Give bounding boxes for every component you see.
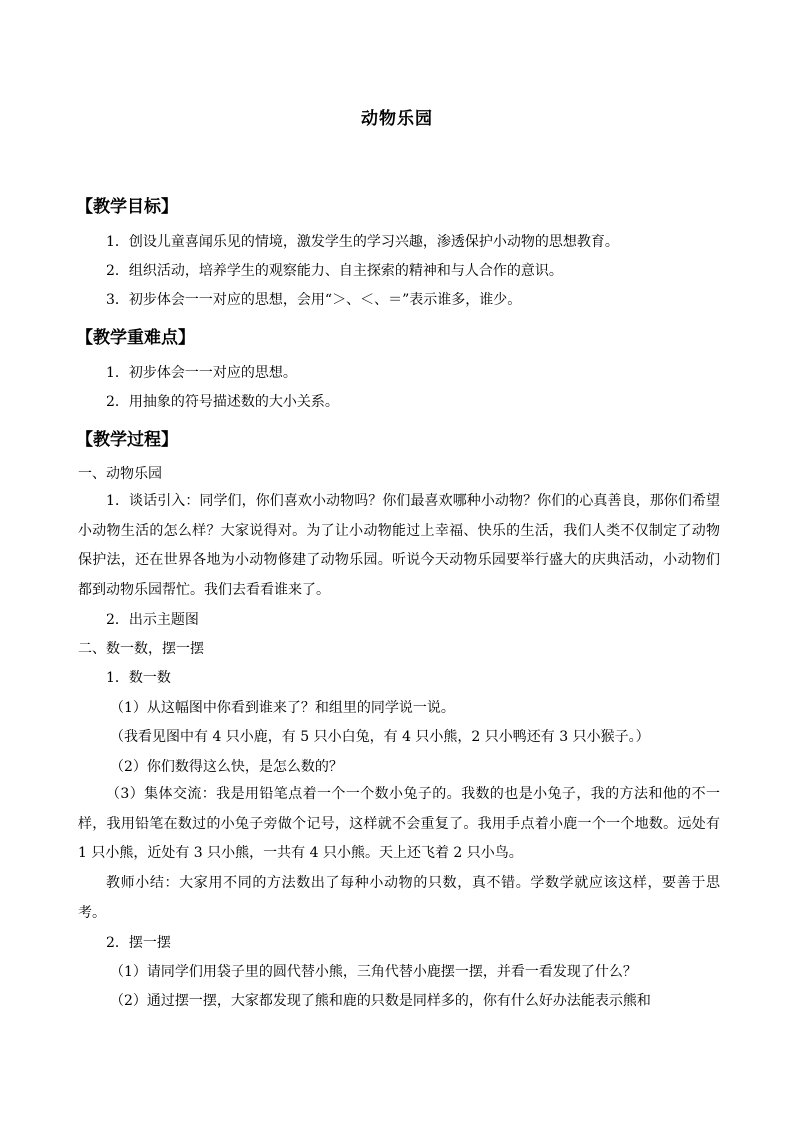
process-answer: （我看见图中有 4 只小鹿，有 5 只小白兔，有 4 只小熊，2 只小鸭还有 3 只小猴子。）	[110, 729, 650, 745]
section-heading-process: 【教学过程】	[76, 430, 178, 450]
process-subtitle: 1．数一数	[106, 670, 171, 686]
process-subtitle: 2．摆一摆	[106, 935, 171, 951]
process-question: （1）请同学们用袋子里的圆代替小熊，三角代替小鹿摆一摆，并看一看发现了什么？	[110, 964, 637, 980]
process-paragraph-intro: 1．谈话引入：同学们，你们喜欢小动物吗？你们最喜欢哪种小动物？你们的心真善良，那你们希望小动物生活的怎么样？大家说得对。为了让小动物能过上幸福、快乐的生活，我们人类不仅制定了动物保护法，还在世界各地为小动物修建了动物乐园。听说今天动物乐园要举行盛大的庆典活动，小动物们都到动物乐园帮忙。我们去看看谁来了。	[78, 493, 720, 598]
process-part-title: 二、数一数，摆一摆	[78, 641, 204, 657]
process-item: 2．出示主题图	[106, 612, 199, 628]
page-title: 动物乐园	[361, 109, 433, 129]
goal-item: 3．初步体会一一对应的思想，会用“＞、＜、＝”表示谁多，谁少。	[106, 292, 522, 308]
process-question: （2）通过摆一摆，大家都发现了熊和鹿的只数是同样多的，你有什么好办法能表示熊和	[110, 993, 651, 1009]
key-point-item: 2．用抽象的符号描述数的大小关系。	[106, 394, 339, 410]
process-question: （2）你们数得这么快，是怎么数的？	[110, 759, 343, 775]
process-part-title: 一、动物乐园	[78, 466, 162, 482]
process-paragraph-discussion: （3）集体交流：我是用铅笔点着一个一个数小兔子的。我数的也是小兔子，我的方法和他的不一样，我用铅笔在数过的小兔子旁做个记号，这样就不会重复了。我用手点着小鹿一个一个地数。远处有 1 只小熊，近处有 3 只小熊，一共有 4 只小熊。天上还飞着 2 只小鸟。	[78, 786, 720, 862]
goal-item: 1．创设儿童喜闻乐见的情境，激发学生的学习兴趣，渗透保护小动物的思想教育。	[106, 234, 619, 250]
section-heading-goals: 【教学目标】	[76, 197, 178, 217]
process-question: （1）从这幅图中你看到谁来了？和组里的同学说一说。	[110, 700, 455, 716]
process-paragraph-summary: 教师小结：大家用不同的方法数出了每种小动物的只数，真不错。学数学就应该这样，要善于思考。	[78, 875, 720, 921]
key-point-item: 1．初步体会一一对应的思想。	[106, 365, 297, 381]
goal-item: 2．组织活动，培养学生的观察能力、自主探索的精神和与人合作的意识。	[106, 263, 563, 279]
section-heading-key-points: 【教学重难点】	[76, 328, 195, 348]
